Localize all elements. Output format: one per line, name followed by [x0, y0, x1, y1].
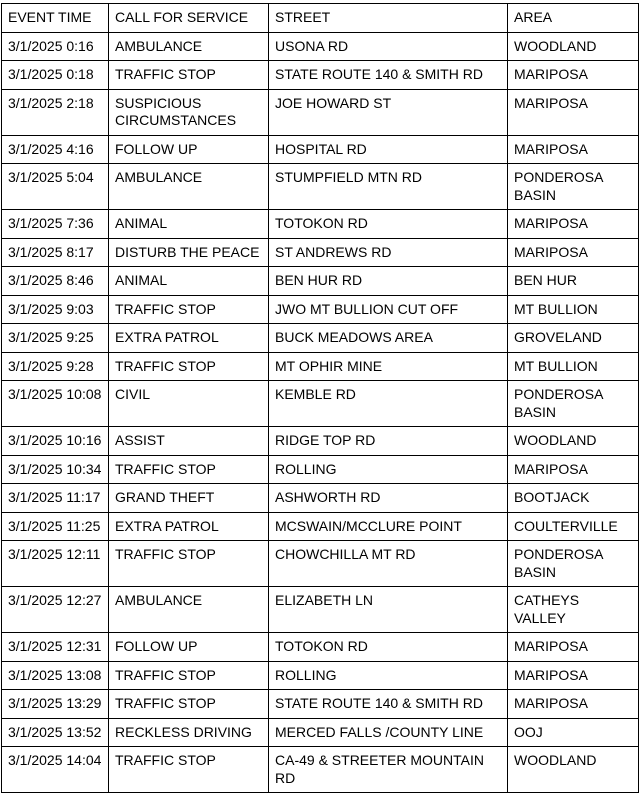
area-cell: MARIPOSA — [508, 661, 639, 690]
area-cell: MARIPOSA — [508, 135, 639, 164]
event-time-cell: 3/1/2025 8:46 — [2, 267, 109, 296]
street-cell: JOE HOWARD ST — [269, 89, 508, 135]
call-for-service-cell: TRAFFIC STOP — [109, 690, 269, 719]
event-time-cell: 3/1/2025 12:31 — [2, 633, 109, 662]
event-time-cell: 3/1/2025 4:16 — [2, 135, 109, 164]
area-cell: WOODLAND — [508, 427, 639, 456]
call-for-service-cell: GRAND THEFT — [109, 484, 269, 513]
call-for-service-cell: RECKLESS DRIVING — [109, 718, 269, 747]
event-time-cell: 3/1/2025 13:08 — [2, 661, 109, 690]
call-for-service-cell: TRAFFIC STOP — [109, 541, 269, 587]
street-cell: BEN HUR RD — [269, 267, 508, 296]
call-for-service-cell: ASSIST — [109, 427, 269, 456]
event-time-cell: 3/1/2025 0:16 — [2, 32, 109, 61]
header-row — [2, 4, 639, 33]
table-row — [2, 295, 639, 324]
call-for-service-cell: ANIMAL — [109, 267, 269, 296]
event-time-cell: 3/1/2025 14:04 — [2, 747, 109, 793]
table-row — [2, 210, 639, 239]
street-cell: ASHWORTH RD — [269, 484, 508, 513]
call-for-service-cell: TRAFFIC STOP — [109, 661, 269, 690]
call-for-service-cell: FOLLOW UP — [109, 633, 269, 662]
table-row — [2, 135, 639, 164]
area-cell: MARIPOSA — [508, 633, 639, 662]
event-time-cell: 3/1/2025 7:36 — [2, 210, 109, 239]
area-cell: WOODLAND — [508, 32, 639, 61]
call-for-service-cell: TRAFFIC STOP — [109, 61, 269, 90]
table-row — [2, 381, 639, 427]
street-cell: USONA RD — [269, 32, 508, 61]
table-row — [2, 690, 639, 719]
area-cell: PONDEROSA BASIN — [508, 541, 639, 587]
table-row — [2, 541, 639, 587]
street-cell: STATE ROUTE 140 & SMITH RD — [269, 690, 508, 719]
call-for-service-cell: FOLLOW UP — [109, 135, 269, 164]
table-row — [2, 512, 639, 541]
call-for-service-cell: EXTRA PATROL — [109, 512, 269, 541]
area-cell: PONDEROSA BASIN — [508, 381, 639, 427]
call-for-service-cell: AMBULANCE — [109, 32, 269, 61]
table-row — [2, 427, 639, 456]
area-cell: MARIPOSA — [508, 690, 639, 719]
call-for-service-cell: DISTURB THE PEACE — [109, 238, 269, 267]
area-cell: COULTERVILLE — [508, 512, 639, 541]
call-for-service-cell: TRAFFIC STOP — [109, 352, 269, 381]
area-cell: WOODLAND — [508, 747, 639, 793]
header-street: STREET — [269, 4, 508, 33]
street-cell: STATE ROUTE 140 & SMITH RD — [269, 61, 508, 90]
street-cell: RIDGE TOP RD — [269, 427, 508, 456]
area-cell: PONDEROSA BASIN — [508, 164, 639, 210]
street-cell: HOSPITAL RD — [269, 135, 508, 164]
street-cell: CA-49 & STREETER MOUNTAIN RD — [269, 747, 508, 793]
table-row — [2, 352, 639, 381]
area-cell: GROVELAND — [508, 324, 639, 353]
table-row — [2, 324, 639, 353]
table-row — [2, 633, 639, 662]
table-row — [2, 32, 639, 61]
table-row — [2, 455, 639, 484]
event-time-cell: 3/1/2025 8:17 — [2, 238, 109, 267]
street-cell: TOTOKON RD — [269, 210, 508, 239]
area-cell: MARIPOSA — [508, 210, 639, 239]
event-time-cell: 3/1/2025 13:29 — [2, 690, 109, 719]
call-log-table — [1, 3, 639, 793]
event-time-cell: 3/1/2025 10:34 — [2, 455, 109, 484]
area-cell: OOJ — [508, 718, 639, 747]
street-cell: MERCED FALLS /COUNTY LINE — [269, 718, 508, 747]
street-cell: ST ANDREWS RD — [269, 238, 508, 267]
event-time-cell: 3/1/2025 10:08 — [2, 381, 109, 427]
event-time-cell: 3/1/2025 12:11 — [2, 541, 109, 587]
street-cell: ROLLING — [269, 661, 508, 690]
area-cell: MARIPOSA — [508, 455, 639, 484]
street-cell: ELIZABETH LN — [269, 587, 508, 633]
call-for-service-cell: AMBULANCE — [109, 164, 269, 210]
call-for-service-cell: ANIMAL — [109, 210, 269, 239]
area-cell: MT BULLION — [508, 295, 639, 324]
event-time-cell: 3/1/2025 0:18 — [2, 61, 109, 90]
street-cell: MCSWAIN/MCCLURE POINT — [269, 512, 508, 541]
table-row — [2, 747, 639, 793]
area-cell: MARIPOSA — [508, 61, 639, 90]
call-for-service-cell: TRAFFIC STOP — [109, 455, 269, 484]
call-for-service-cell: AMBULANCE — [109, 587, 269, 633]
event-time-cell: 3/1/2025 9:03 — [2, 295, 109, 324]
header-area: AREA — [508, 4, 639, 33]
street-cell: ROLLING — [269, 455, 508, 484]
table-row — [2, 238, 639, 267]
table-row — [2, 587, 639, 633]
event-time-cell: 3/1/2025 9:25 — [2, 324, 109, 353]
table-row — [2, 89, 639, 135]
event-time-cell: 3/1/2025 5:04 — [2, 164, 109, 210]
street-cell: STUMPFIELD MTN RD — [269, 164, 508, 210]
call-for-service-cell: TRAFFIC STOP — [109, 747, 269, 793]
header-event-time: EVENT TIME — [2, 4, 109, 33]
call-for-service-cell: EXTRA PATROL — [109, 324, 269, 353]
call-for-service-cell: SUSPICIOUS CIRCUMSTANCES — [109, 89, 269, 135]
table-body — [2, 32, 639, 793]
event-time-cell: 3/1/2025 10:16 — [2, 427, 109, 456]
table-row — [2, 484, 639, 513]
street-cell: CHOWCHILLA MT RD — [269, 541, 508, 587]
table-row — [2, 267, 639, 296]
event-time-cell: 3/1/2025 13:52 — [2, 718, 109, 747]
area-cell: BEN HUR — [508, 267, 639, 296]
event-time-cell: 3/1/2025 11:17 — [2, 484, 109, 513]
call-for-service-cell: TRAFFIC STOP — [109, 295, 269, 324]
header-call-for-service: CALL FOR SERVICE — [109, 4, 269, 33]
area-cell: BOOTJACK — [508, 484, 639, 513]
area-cell: MARIPOSA — [508, 238, 639, 267]
call-for-service-cell: CIVIL — [109, 381, 269, 427]
area-cell: MT BULLION — [508, 352, 639, 381]
table-row — [2, 164, 639, 210]
area-cell: MARIPOSA — [508, 89, 639, 135]
event-time-cell: 3/1/2025 9:28 — [2, 352, 109, 381]
street-cell: TOTOKON RD — [269, 633, 508, 662]
table-row — [2, 718, 639, 747]
event-time-cell: 3/1/2025 11:25 — [2, 512, 109, 541]
area-cell: CATHEYS VALLEY — [508, 587, 639, 633]
event-time-cell: 3/1/2025 12:27 — [2, 587, 109, 633]
street-cell: BUCK MEADOWS AREA — [269, 324, 508, 353]
table-row — [2, 661, 639, 690]
event-time-cell: 3/1/2025 2:18 — [2, 89, 109, 135]
street-cell: JWO MT BULLION CUT OFF — [269, 295, 508, 324]
table-row — [2, 61, 639, 90]
street-cell: KEMBLE RD — [269, 381, 508, 427]
street-cell: MT OPHIR MINE — [269, 352, 508, 381]
